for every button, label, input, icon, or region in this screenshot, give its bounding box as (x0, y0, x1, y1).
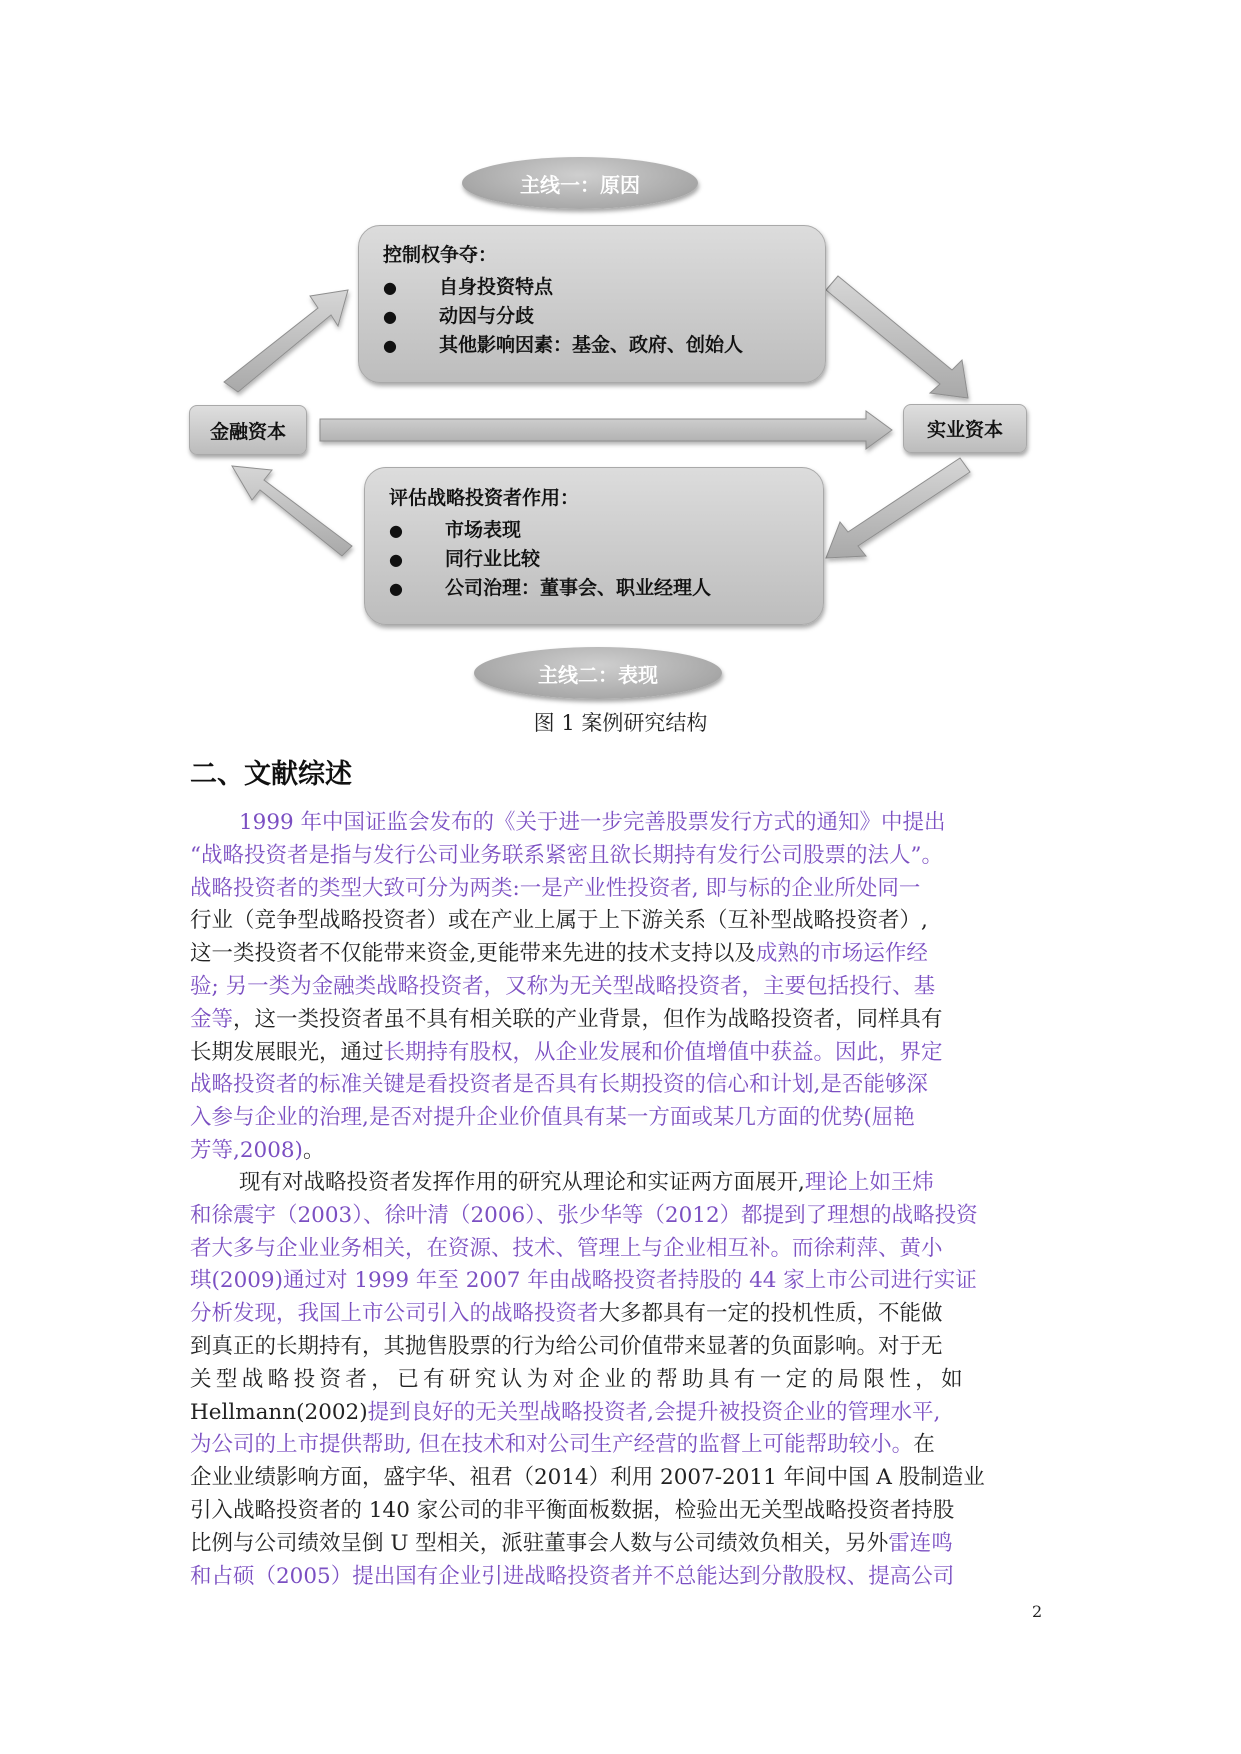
top-panel-title: 控制权争夺： (383, 244, 498, 266)
text-line: 入参与企业的治理,是否对提升企业价值具有某一方面或某几方面的优势(屈艳 (190, 1105, 915, 1131)
list-item: ● 动因与分歧 (383, 302, 825, 331)
page-number: 2 (1032, 1602, 1043, 1621)
bullet-icon: ● (389, 521, 403, 540)
bullet-icon: ● (389, 550, 403, 569)
list-item: ● 自身投资特点 (383, 273, 825, 302)
arrow-right-down (826, 276, 968, 398)
arrow-left-up (224, 290, 348, 392)
arrow-left-down (232, 466, 352, 556)
text-line: 为公司的上市提供帮助, 但在技术和对公司生产经营的监督上可能帮助较小。在 (190, 1432, 935, 1458)
list-item: ● 同行业比较 (389, 545, 823, 574)
node-industrial-capital: 实业资本 (903, 404, 1027, 453)
figure-caption: 图 1 案例研究结构 (533, 711, 708, 735)
paragraph-2 (190, 1167, 1052, 1593)
node-financial-capital: 金融资本 (189, 405, 307, 455)
text-line: “战略投资者是指与发行公司业务联系紧密且欲长期持有发行公司股票的法人”。 (190, 842, 943, 868)
arrow-finance-to-industry (320, 411, 892, 449)
top-ellipse-main-line-one: 主线一：原因 (462, 157, 698, 209)
top-panel-list (383, 273, 825, 360)
text-line: 验; 另一类为金融类战略投资者，又称为无关型战略投资者，主要包括投行、基 (190, 973, 936, 999)
paragraph-1 (190, 807, 1052, 1168)
bullet-icon: ● (383, 336, 397, 355)
bullet-icon: ● (389, 579, 403, 598)
bullet-icon: ● (383, 307, 397, 326)
text-line: 行业（竞争型战略投资者）或在产业上属于上下游关系（互补型战略投资者）, (190, 908, 928, 934)
top-panel-control-contest (358, 225, 826, 383)
text-line: 这一类投资者不仅能带来资金,更能带来先进的技术支持以及成熟的市场运作经 (190, 941, 928, 967)
bottom-ellipse-main-line-two: 主线二：表现 (474, 647, 722, 699)
text-line: Hellmann(2002)提到良好的无关型战略投资者,会提升被投资企业的管理水平, (190, 1399, 941, 1425)
text-line: 引入战略投资者的 140 家公司的非平衡面板数据，检验出无关型战略投资者持股 (190, 1497, 955, 1523)
bullet-icon: ● (383, 278, 397, 297)
text-line: 到真正的长期持有，其抛售股票的行为给公司价值带来显著的负面影响。对于无 (190, 1333, 943, 1359)
case-structure-diagram (0, 0, 1241, 700)
text-line: 战略投资者的标准关键是看投资者是否具有长期投资的信心和计划,是否能够深 (190, 1072, 928, 1098)
text-line: 长期发展眼光，通过长期持有股权，从企业发展和价值增值中获益。因此，界定 (190, 1039, 943, 1065)
text-line: 分析发现，我国上市公司引入的战略投资者大多都具有一定的投机性质，不能做 (190, 1301, 943, 1327)
text-line: 关型战略投资者，已有研究认为对企业的帮助具有一定的局限性，如 (190, 1366, 968, 1392)
arrow-right-to-panel (826, 458, 970, 558)
text-line: 企业业绩影响方面，盛宇华、祖君（2014）利用 2007-2011 年间中国 A 股制造业 (190, 1465, 985, 1491)
text-line: 者大多与企业业务相关，在资源、技术、管理上与企业相互补。而徐莉萍、黄小 (190, 1235, 943, 1261)
section-heading: 二、文献综述 (190, 759, 352, 790)
bottom-panel-title: 评估战略投资者作用： (389, 487, 580, 509)
text-line: 和占硕（2005）提出国有企业引进战略投资者并不总能达到分散股权、提高公司 (190, 1563, 955, 1589)
text-line: 1999 年中国证监会发布的《关于进一步完善股票发行方式的通知》中提出 (239, 810, 946, 835)
text-line: 芳等,2008)。 (190, 1137, 325, 1163)
text-line: 和徐震宇（2003）、徐叶清（2006）、张少华等（2012）都提到了理想的战略投资 (190, 1202, 978, 1228)
text-line: 比例与公司绩效呈倒 U 型相关，派驻董事会人数与公司绩效负相关，另外雷连鸣 (190, 1530, 953, 1556)
list-item: ● 其他影响因素：基金、政府、创始人 (383, 331, 825, 360)
text-line: 金等，这一类投资者虽不具有相关联的产业背景，但作为战略投资者，同样具有 (190, 1006, 943, 1032)
text-line: 现有对战略投资者发挥作用的研究从理论和实证两方面展开,理论上如王炜 (239, 1170, 934, 1195)
bottom-panel-evaluate-role (364, 467, 824, 625)
list-item: ● 公司治理：董事会、职业经理人 (389, 574, 823, 603)
text-line: 琪(2009)通过对 1999 年至 2007 年由战略投资者持股的 44 家上市公司进行实证 (190, 1268, 977, 1294)
list-item: ● 市场表现 (389, 516, 823, 545)
bottom-panel-list (389, 516, 823, 603)
text-line: 战略投资者的类型大致可分为两类:一是产业性投资者, 即与标的企业所处同一 (190, 875, 921, 901)
